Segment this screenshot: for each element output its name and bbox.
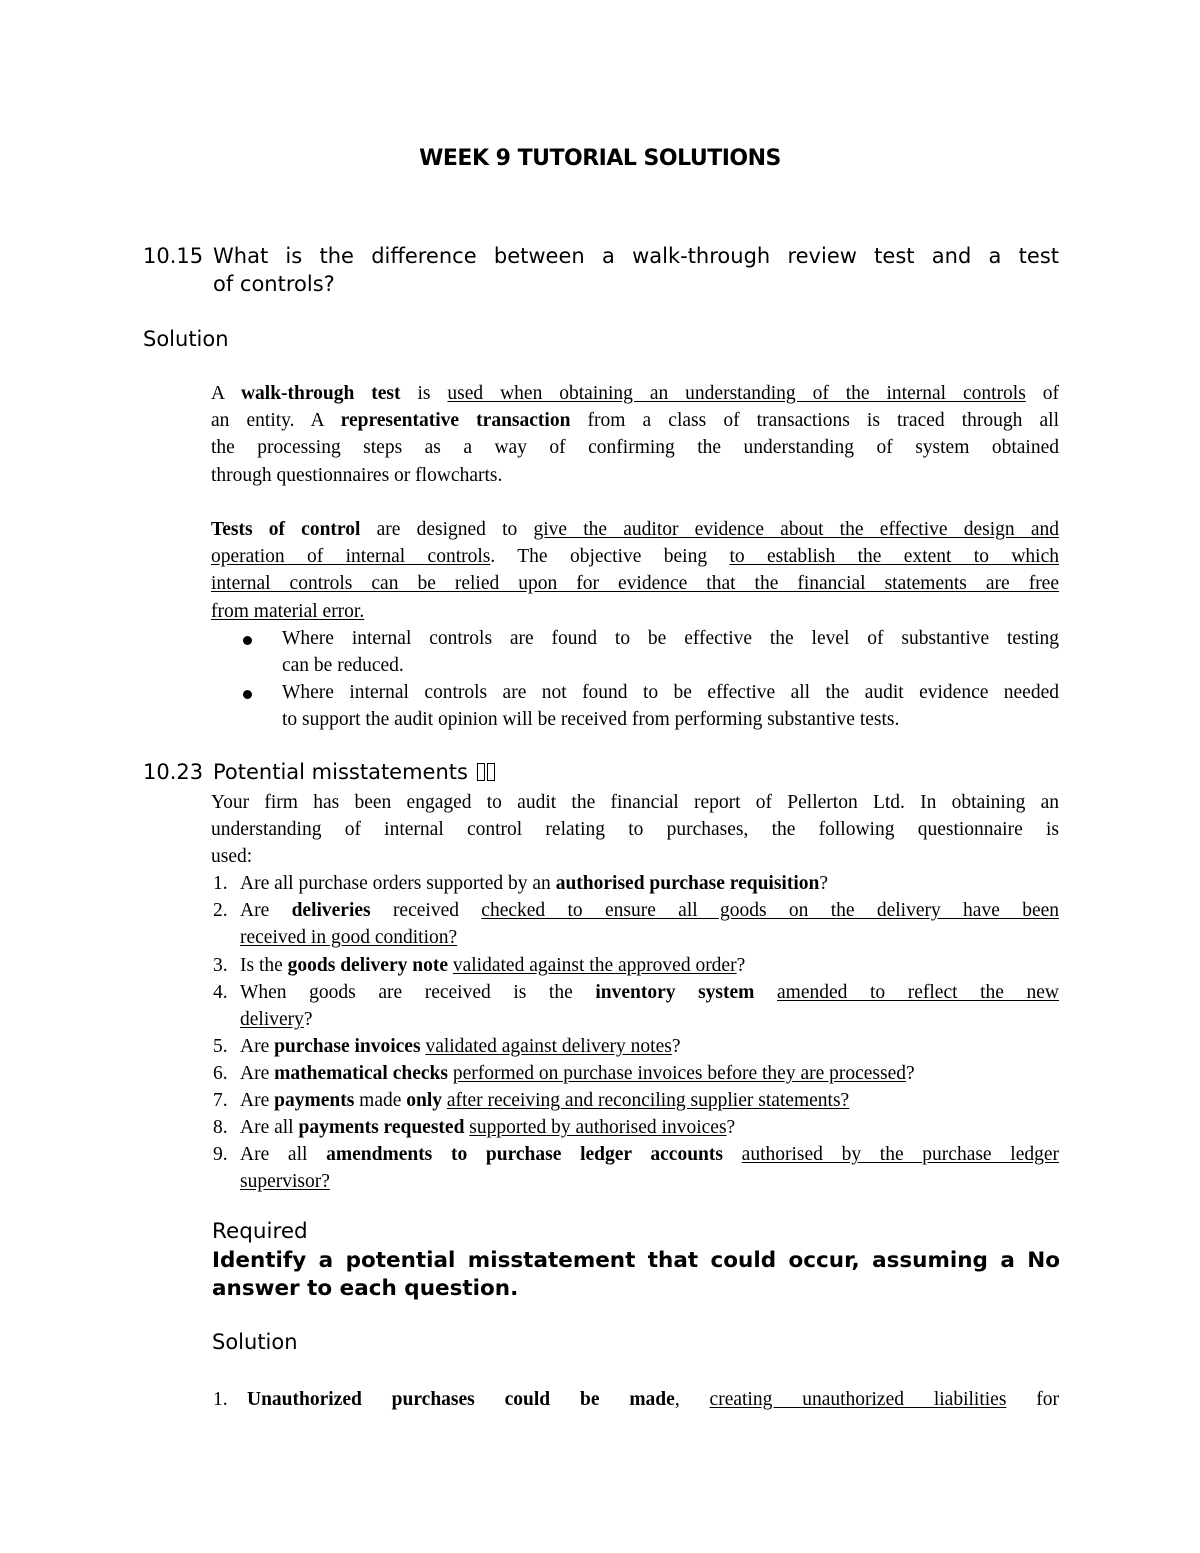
question-text: What is the difference between a walk-through review test and a test of controls? bbox=[213, 244, 1059, 296]
question-intro: Your firm has been engaged to audit the financial report of Pellerton Ltd. In obtaining an understanding of internal control relating to purchases, the following questionnaire is used: bbox=[211, 792, 1059, 868]
question-number: 10.23 bbox=[143, 760, 204, 784]
bullet-item: Where internal controls are not found to be effective all the audit evidence needed to support the audit opinion will be received from performing substantive tests. bbox=[243, 679, 1059, 734]
question-heading: Potential misstatements bbox=[213, 760, 468, 784]
bullet-icon bbox=[243, 690, 252, 699]
solution-heading: Solution bbox=[143, 327, 229, 351]
question-number: 10.15 bbox=[143, 244, 204, 268]
required-heading: Required bbox=[212, 1219, 308, 1244]
walkthrough-paragraph: A walk-through test is used when obtaining an understanding of the internal controls of an entity. A representative transaction from a class of transactions is traced through all the processing steps as a way of confirming the understanding of system obtained through questionnaires or flowcharts. bbox=[211, 383, 1060, 486]
page-title: WEEK 9 TUTORIAL SOLUTIONS bbox=[419, 146, 781, 171]
question-10-15 bbox=[143, 242, 1063, 302]
solution-heading: Solution bbox=[212, 1330, 298, 1354]
question-10-23 bbox=[143, 758, 1063, 788]
box-glyph-icon bbox=[477, 763, 485, 781]
box-glyph-icon bbox=[487, 763, 495, 781]
required-text: Identify a potential misstatement that could occur, assuming a No answer to each question. bbox=[212, 1248, 1060, 1301]
bullet-icon bbox=[243, 636, 252, 645]
bullet-item: Where internal controls are found to be effective the level of substantive testing can be reduced. bbox=[243, 625, 1059, 680]
tests-of-control-paragraph: Tests of control are designed to give the auditor evidence about the effective design and operation of internal controls. The objective being to establish the extent to which internal controls can be relied upon for evidence that the financial statements are free from material error. bbox=[211, 519, 1059, 622]
document-page: WEEK 9 TUTORIAL SOLUTIONS 10.15 What is the difference between a walk-through review test and a test of controls? Solution A walk-through test is used when obtaining an understanding of the internal controls of an entity. A representative transaction from a class of transactions is traced through all the processing steps as a way of confirming the understanding of system obtained through questionnaires or flowcharts. Tests of control are designed to give the auditor evidence about the effective design and operation of internal controls. The objective being to establish the extent to which internal controls can be relied upon for evidence that the financial statements are free from material error. Where internal controls are found to be effective the level of substantive testing can be reduced. Where internal controls are not found to be effective all the audit evidence needed to support the audit opinion will be received from performing substantive tests. 10.23 Potential misstatements Your firm has been engaged to audit the financial report of Pellerton Ltd. In obtaining an understanding of internal control relating to purchases, the following questionnaire is used: 1. Are all purchase orders supported by an authorised purchase requisition? 2. Are deliveries received checked to ensure all goods on the delivery have been received in good condition? 3. Is the goods delivery note validated against the approved order? 4. When goods are received is the inventory system amended to reflect the new delivery? 5. Are purchase invoices validated against delivery notes? 6. Are mathematical checks performed on purchase invoices before they are processed? 7. Are payments made only after receiving and reconciling supplier statements? 8. Are all payments requested supported by authorised invoices? 9. Are all amendments to purchase ledger accounts authorised by the purchase ledger supervisor? Required Identify a potential misstatement that could occur, assuming a No answer to each question. Solution 1. Unauthorized purchases could be made, creating unauthorized liabilities for bbox=[0, 0, 1200, 1553]
